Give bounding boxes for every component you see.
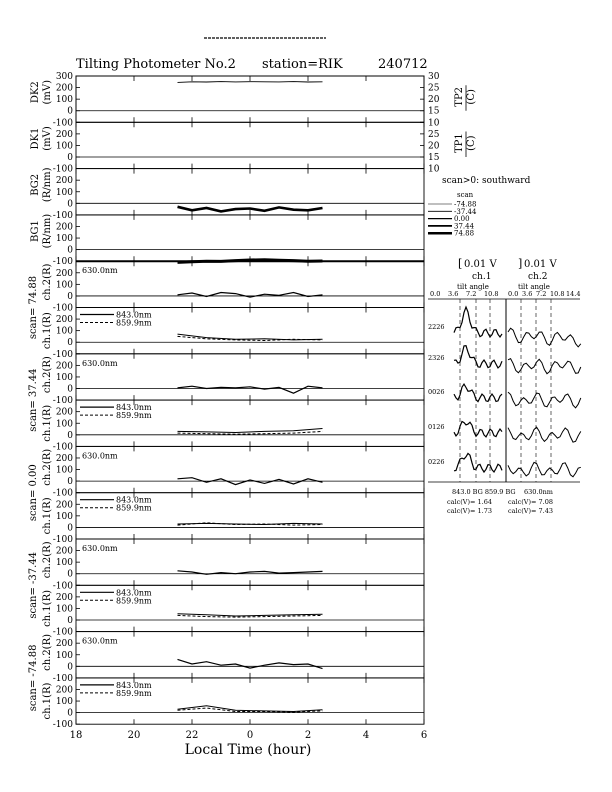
y-tick-label: 0 bbox=[67, 338, 73, 349]
temp-label: TP1 bbox=[454, 133, 465, 154]
legend-label-859: 859.9nm bbox=[116, 318, 152, 328]
y-tick-label: 0 bbox=[67, 477, 73, 488]
series-line bbox=[178, 614, 323, 616]
legend-label-843: 843.0nm bbox=[116, 588, 152, 598]
y-tick-label: 0 bbox=[67, 523, 73, 534]
tilt-curve-ch1 bbox=[454, 453, 502, 472]
y-tick-label: 0 bbox=[67, 153, 73, 164]
scan-legend-label: -37.44 bbox=[454, 207, 477, 216]
x-tick-label: 4 bbox=[362, 730, 370, 742]
panel-frame bbox=[76, 539, 424, 585]
ch1-label: ch.1(R) bbox=[42, 312, 53, 350]
legend-label-843: 843.0nm bbox=[116, 495, 152, 505]
y-tick-label: 100 bbox=[55, 280, 73, 291]
ch1-label: ch.1(R) bbox=[42, 404, 53, 442]
y-tick-label: -100 bbox=[52, 627, 73, 638]
y-tick-label: -100 bbox=[52, 303, 73, 314]
panel-unit: (mV) bbox=[42, 79, 53, 105]
tilt-curve-ch1 bbox=[454, 346, 502, 368]
y-tick-label: 0 bbox=[67, 708, 73, 719]
tilt-tick-label-ch1: 10.8 bbox=[484, 290, 499, 298]
x-axis-label: Local Time (hour) bbox=[184, 742, 312, 759]
tilt-tick-label-ch2: 0.0 bbox=[508, 290, 519, 298]
y-tick-label: -100 bbox=[52, 257, 73, 268]
wavelength-label: 630.0nm bbox=[82, 451, 118, 461]
y-tick-label: -100 bbox=[52, 164, 73, 175]
tilt-row-time: 0226 bbox=[428, 458, 445, 466]
scan-legend-label: 74.88 bbox=[454, 229, 475, 238]
y-tick-label: 200 bbox=[55, 453, 73, 464]
y-tick-label: 200 bbox=[55, 546, 73, 557]
tilt-tick-label-ch2: 10.8 bbox=[550, 290, 565, 298]
y-tick-label: 100 bbox=[55, 419, 73, 430]
legend-label-859: 859.9nm bbox=[116, 411, 152, 421]
panel-unit: (R/nm) bbox=[42, 167, 53, 203]
x-tick-label: 0 bbox=[246, 730, 254, 742]
tilt-curve-ch2 bbox=[508, 359, 581, 374]
panel-label: DK1 bbox=[30, 127, 41, 150]
panel-frame bbox=[76, 632, 424, 678]
scale-bracket: ] bbox=[518, 257, 523, 270]
scan-direction-note: scan>0: southward bbox=[442, 176, 531, 186]
y-tick-label: -100 bbox=[52, 673, 73, 684]
x-tick-label: 22 bbox=[185, 730, 199, 742]
right-tick-label: 25 bbox=[428, 83, 440, 94]
right-tick-label: 10 bbox=[428, 118, 440, 129]
calc-left-1: calc(V)= 1.64 bbox=[447, 498, 492, 506]
ch1-scale: 0.01 V bbox=[464, 259, 497, 270]
scan-label: scan= -37.44 bbox=[28, 551, 39, 619]
tilt-tick-label-ch2: 7.2 bbox=[536, 290, 547, 298]
ch2-label: ch.2(R) bbox=[42, 633, 53, 671]
temp-unit: (C) bbox=[466, 89, 477, 105]
calc-right-1: calc(V)= 7.08 bbox=[508, 498, 553, 506]
tilt-row-time: 2326 bbox=[428, 354, 445, 362]
right-tick-label: 15 bbox=[428, 106, 440, 117]
y-tick-label: 0 bbox=[67, 199, 73, 210]
tilt-row-time: 0026 bbox=[428, 388, 445, 396]
y-tick-label: 0 bbox=[67, 616, 73, 627]
tilt-curve-ch1 bbox=[454, 307, 502, 337]
calc-right-2: calc(V)= 7.43 bbox=[508, 507, 553, 515]
ch1-name: ch.1 bbox=[472, 272, 492, 282]
series-line bbox=[178, 429, 323, 433]
ch2-name: ch.2 bbox=[528, 272, 548, 282]
tilt-row-time: 2226 bbox=[428, 323, 445, 331]
y-tick-label: 100 bbox=[55, 650, 73, 661]
station-label: station=RIK bbox=[262, 57, 343, 72]
y-tick-label: 100 bbox=[55, 234, 73, 245]
y-tick-label: 300 bbox=[55, 72, 73, 82]
legend-label-843: 843.0nm bbox=[116, 310, 152, 320]
tilt-bottom-right: 630.0nm bbox=[524, 488, 553, 496]
tilt-bottom-left: 843.0 BG 859.9 BG bbox=[452, 488, 516, 496]
y-tick-label: 200 bbox=[55, 685, 73, 696]
y-tick-label: 0 bbox=[67, 430, 73, 441]
tilt-curve-ch2 bbox=[508, 392, 581, 408]
y-tick-label: 0 bbox=[67, 384, 73, 395]
right-tick-label: 25 bbox=[428, 129, 440, 140]
right-tick-label: 20 bbox=[428, 95, 440, 106]
panel-unit: (R/nm) bbox=[42, 213, 53, 249]
y-tick-label: 100 bbox=[55, 326, 73, 337]
y-tick-label: -100 bbox=[52, 396, 73, 407]
y-tick-label: -100 bbox=[52, 349, 73, 360]
ch2-label: ch.2(R) bbox=[42, 541, 53, 579]
y-tick-label: 100 bbox=[55, 697, 73, 708]
right-tick-label: 15 bbox=[428, 153, 440, 164]
calc-left-2: calc(V)= 1.73 bbox=[447, 507, 492, 515]
scan-legend-label: 0.00 bbox=[454, 215, 470, 224]
wavelength-label: 630.0nm bbox=[82, 544, 118, 553]
y-tick-label: 200 bbox=[55, 176, 73, 187]
tilt-curve-ch2 bbox=[508, 462, 581, 476]
date-label: 240712 bbox=[378, 57, 428, 72]
y-tick-label: -100 bbox=[52, 442, 73, 453]
right-tick-label: 20 bbox=[428, 141, 440, 152]
legend-label-843: 843.0nm bbox=[116, 403, 152, 413]
scan-label: scan= 37.44 bbox=[28, 368, 39, 432]
y-tick-label: -100 bbox=[52, 488, 73, 499]
series-line bbox=[178, 293, 323, 298]
figure-title: Tilting Photometer No.2 bbox=[76, 57, 236, 72]
ch2-label: ch.2(R) bbox=[42, 263, 53, 301]
y-tick-label: 200 bbox=[55, 268, 73, 279]
y-tick-label: 200 bbox=[55, 129, 73, 140]
y-tick-label: -100 bbox=[52, 210, 73, 221]
tilt-curve-ch2 bbox=[508, 427, 581, 442]
panel-frame bbox=[76, 354, 424, 400]
ch1-label: ch.1(R) bbox=[42, 589, 53, 627]
tilt-row-time: 0126 bbox=[428, 423, 445, 431]
y-tick-label: 0 bbox=[67, 569, 73, 580]
legend-label-859: 859.9nm bbox=[116, 688, 152, 698]
scan-legend-label: 37.44 bbox=[454, 222, 475, 231]
series-line bbox=[178, 82, 323, 83]
panel-frame bbox=[76, 446, 424, 492]
y-tick-label: 200 bbox=[55, 592, 73, 603]
y-tick-label: 200 bbox=[55, 407, 73, 418]
y-tick-label: 200 bbox=[55, 639, 73, 650]
tilt-tick-label-ch2: 3.6 bbox=[522, 290, 533, 298]
y-tick-label: -100 bbox=[52, 581, 73, 592]
y-tick-label: 100 bbox=[55, 511, 73, 522]
panel-label: DK2 bbox=[30, 81, 41, 104]
panel-label: BG1 bbox=[30, 220, 41, 243]
y-tick-label: 100 bbox=[55, 95, 73, 106]
series-line bbox=[178, 334, 323, 340]
y-tick-label: -100 bbox=[52, 535, 73, 545]
scan-label: scan= 0.00 bbox=[28, 464, 39, 522]
y-tick-label: 200 bbox=[55, 222, 73, 233]
temp-label: TP2 bbox=[454, 86, 465, 107]
tilt-curve-ch2 bbox=[508, 328, 581, 347]
wavelength-label: 630.0nm bbox=[82, 266, 118, 276]
series-line bbox=[178, 386, 323, 393]
tilt-tick-label-ch1: 0.0 bbox=[430, 290, 441, 298]
panel-label: BG2 bbox=[30, 173, 41, 196]
y-tick-label: 100 bbox=[55, 465, 73, 476]
y-tick-label: 100 bbox=[55, 187, 73, 198]
tilt-tick-label-ch1: 7.2 bbox=[466, 290, 477, 298]
legend-label-859: 859.9nm bbox=[116, 503, 152, 513]
x-tick-label: 6 bbox=[420, 730, 428, 742]
tilt-curve-ch1 bbox=[454, 384, 502, 402]
series-line bbox=[178, 659, 323, 668]
ch1-label: ch.1(R) bbox=[42, 497, 53, 535]
panel-frame bbox=[76, 215, 424, 261]
panel-frame bbox=[76, 261, 424, 307]
right-tick-label: 30 bbox=[428, 72, 440, 82]
y-tick-label: 100 bbox=[55, 141, 73, 152]
y-tick-label: 100 bbox=[55, 558, 73, 569]
ch2-scale: 0.01 V bbox=[524, 259, 557, 270]
legend-label-859: 859.9nm bbox=[116, 596, 152, 606]
tilt-curve-ch1 bbox=[454, 422, 502, 437]
x-tick-label: 2 bbox=[304, 730, 312, 742]
tilt-angle-label-2: tilt angle bbox=[518, 283, 550, 291]
scan-label: scan= -74.88 bbox=[28, 644, 39, 712]
ch2-label: ch.2(R) bbox=[42, 356, 53, 394]
wavelength-label: 630.0nm bbox=[82, 358, 118, 368]
y-tick-label: 100 bbox=[55, 604, 73, 615]
scan-legend-label: -74.88 bbox=[454, 200, 477, 209]
legend-label-843: 843.0nm bbox=[116, 680, 152, 690]
panel-unit: (mV) bbox=[42, 126, 53, 151]
y-tick-label: 200 bbox=[55, 315, 73, 326]
right-tick-label: 10 bbox=[428, 164, 440, 175]
scale-bracket: [ bbox=[458, 257, 463, 270]
tilt-tick-label-ch1: 3.6 bbox=[448, 290, 459, 298]
scan-legend-header: scan bbox=[457, 191, 474, 199]
x-tick-label: 18 bbox=[69, 730, 83, 742]
x-tick-label: 20 bbox=[127, 730, 141, 742]
wavelength-label: 630.0nm bbox=[82, 636, 118, 646]
y-tick-label: 200 bbox=[55, 83, 73, 94]
tilt-angle-label-1: tilt angle bbox=[457, 283, 489, 291]
y-tick-label: 0 bbox=[67, 245, 73, 256]
ch2-label: ch.2(R) bbox=[42, 448, 53, 486]
y-tick-label: 200 bbox=[55, 500, 73, 511]
y-tick-label: 0 bbox=[67, 662, 73, 673]
y-tick-label: 200 bbox=[55, 361, 73, 372]
tilt-tick-label-ch2: 14.4 bbox=[566, 290, 581, 298]
panel-frame bbox=[76, 122, 424, 168]
scan-label: scan= 74.88 bbox=[28, 275, 39, 340]
panel-frame bbox=[76, 76, 424, 122]
y-tick-label: -100 bbox=[52, 118, 73, 129]
ch1-label: ch.1(R) bbox=[42, 682, 53, 720]
y-tick-label: 100 bbox=[55, 372, 73, 383]
y-tick-label: 0 bbox=[67, 106, 73, 117]
temp-unit: (C) bbox=[466, 135, 477, 151]
y-tick-label: 0 bbox=[67, 291, 73, 302]
y-tick-label: -100 bbox=[52, 720, 73, 731]
